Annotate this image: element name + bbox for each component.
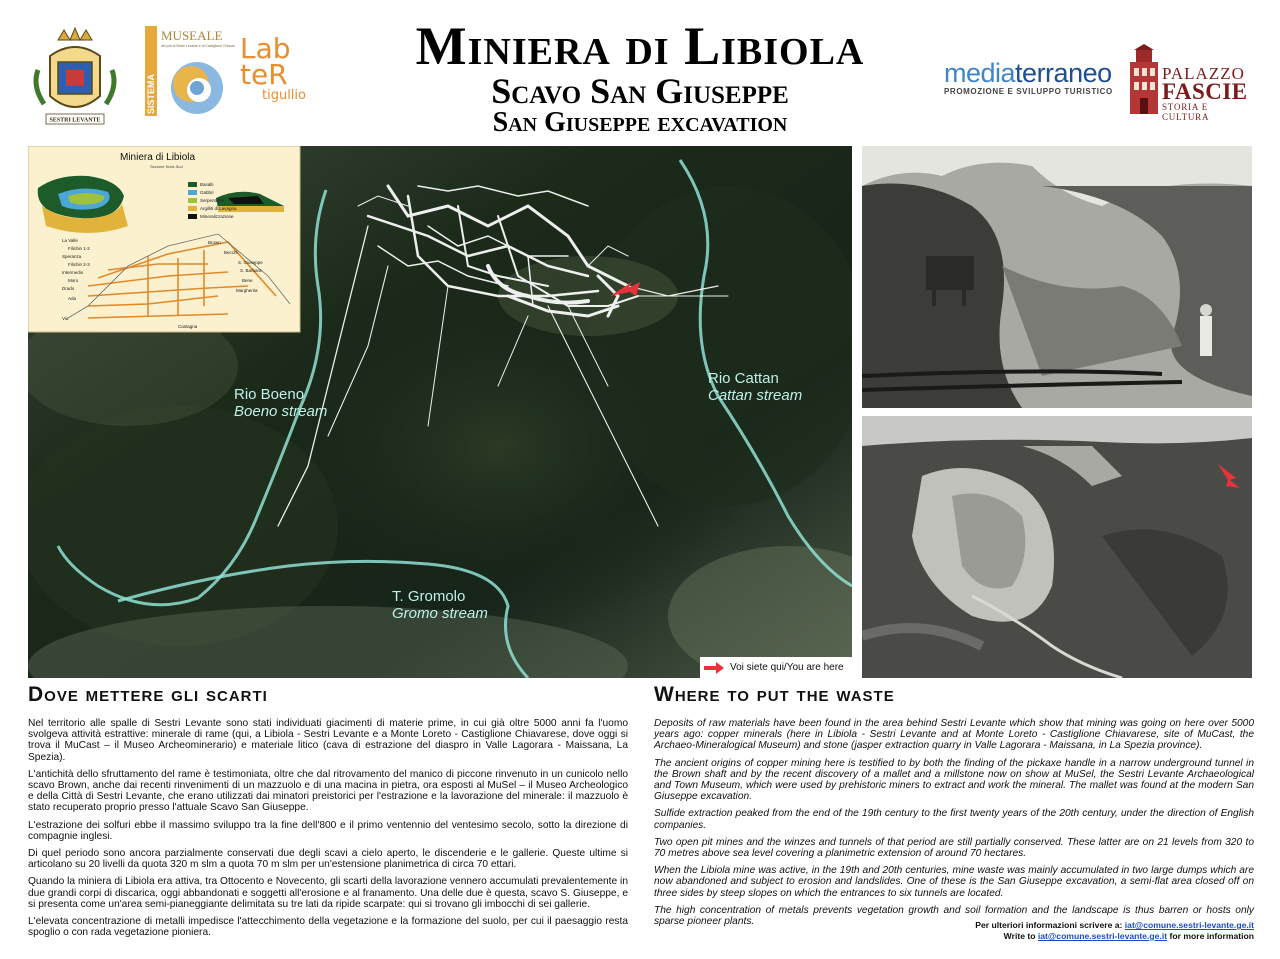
inset-level-label: Speranza xyxy=(62,254,82,259)
italian-paragraph: Di quel periodo sono ancora parzialmente conservati due degli scavi a cielo aperto, le discenderie e le gallerie. Queste ultime si articolano su 20 livelli da quota 320 m slm a quota 70 m slm per un'estensione planimetrica di circa 70 ettari. xyxy=(28,848,628,871)
mediaterraneo-word: mediaterraneo xyxy=(944,58,1112,88)
you-are-here-legend xyxy=(700,657,852,678)
header xyxy=(0,0,1280,140)
labter-line1: Lab xyxy=(240,32,291,65)
page-title: Miniera di Libiola xyxy=(415,16,865,76)
historic-aerial-photo-dump xyxy=(862,416,1252,678)
fascie-line3: STORIA E CULTURA xyxy=(1162,102,1210,122)
italian-paragraph: Nel territorio alle spalle di Sestri Levante sono stati individuati giacimenti di materie prime, in cui già oltre 5000 anni fa l'uomo svolgeva attività estrattive: minerale di rame (qui, a Libiola - Sestri Levante e a Monte Loreto - Castiglione Chiavarese, dove oggi si trova il MuCast – il Museo Archeominerario) e materiale litico (cava di estrazione del diaspro in Valle Lagorara - Maissana, La Spezia). xyxy=(28,718,628,763)
inset-legend-item xyxy=(188,212,237,220)
inset-legend-item xyxy=(188,196,237,204)
inset-level-label: Moro xyxy=(68,278,79,283)
legend-label: Mineralizzazione xyxy=(200,213,234,219)
english-paragraph: The ancient origins of copper mining here is testified to by both the finding of the pickaxe handle in a narrow underground tunnel in the Brown shaft and by the recent discovery of a mallet and a millstone now on show at MuSel, the Sestri Levante Archaeological and Town Museum, which were used by prehistoric miners to extract and work the mineral. The mallet was found at the modern San Giuseppe excavation. xyxy=(654,757,1254,803)
inset-level-label: Brown xyxy=(208,240,221,245)
inset-level-label: Margherita xyxy=(236,288,258,293)
inset-level-label: Becchi xyxy=(224,250,238,255)
inset-legend-item xyxy=(188,188,237,196)
red-arrow-icon xyxy=(704,662,724,674)
inset-level-label: Ada xyxy=(68,296,77,301)
inset-legend-item xyxy=(188,204,237,212)
inset-level-label: S. Barbara xyxy=(240,268,262,273)
mediaterraneo-logo xyxy=(944,58,1119,102)
inset-level-label: S. Giuseppe xyxy=(238,260,263,265)
legend-swatch xyxy=(188,198,197,203)
inset-level-label: Filichin 1-2 xyxy=(68,246,90,251)
sestri-levante-crest-logo xyxy=(30,26,120,128)
legend-swatch xyxy=(188,190,197,195)
page-subtitle-en: San Giuseppe excavation xyxy=(492,107,788,138)
italian-paragraph: L'estrazione dei solfuri ebbe il massimo sviluppo tra la fine dell'800 e il primo ventennio del ventesimo secolo, sotto la direzione di compagnie inglesi. xyxy=(28,819,628,842)
italian-paragraph: Quando la miniera di Libiola era attiva, tra Ottocento e Novecento, gli scarti della lavorazione vennero accumulati prevalentemente in due grandi corpi di discarica, oggi abbandonati e soggetti all'erosione e al franamento. Una delle due è questa, scavo S. Giuseppe, e si presenta come un'area semi-pianeggiante delimitata su tre lati da ripide scarpate: qui si trovano gli imbocchi di sei gallerie. xyxy=(28,876,628,910)
page-subtitle-it: Scavo San Giuseppe xyxy=(491,71,789,111)
museale-word: MUSEALE xyxy=(161,28,223,43)
inset-subtitle: Sezione Nord-Sud xyxy=(150,164,183,169)
english-paragraph: When the Libiola mine was active, in the 19th and 20th centuries, mine waste was mainly accumulated in two large dumps which are now abandoned and subject to erosion and landslides. One of these is the San Giuseppe excavation, a semi-flat area closed off on three sides by steep slopes on which the entrances to six tunnels are located. xyxy=(654,865,1254,899)
contact-email-link[interactable]: iat@comune.sestri-levante.ge.it xyxy=(1037,931,1168,941)
aerial-map xyxy=(28,146,852,678)
mediaterraneo-sub: PROMOZIONE E SVILUPPO TURISTICO xyxy=(944,87,1113,96)
inset-legend xyxy=(188,180,237,220)
fascie-line1: PALAZZO xyxy=(1162,64,1245,83)
italian-heading: Dove mettere gli scarti xyxy=(28,683,268,706)
inset-level-label: La Valle xyxy=(62,238,78,243)
label-gromolo: T. Gromolo Gromo stream xyxy=(392,588,488,622)
crest-caption: SESTRI LEVANTE xyxy=(49,117,101,124)
english-paragraph: Sulfide extraction peaked from the end of the 19th century to the first twenty years of the 20th century, under the direction of English companies. xyxy=(654,808,1254,831)
legend-label: Basalti xyxy=(200,181,214,187)
inset-level-label: Castagna xyxy=(178,324,198,329)
legend-label: Argilliti di Lavagna xyxy=(200,205,237,211)
museale-caption: dei poli di Sestri Levante e di Castiglione Chiavarese xyxy=(161,44,235,48)
contact-line-it: Per ulteriori informazioni scrivere a: iat@comune.sestri-levante.ge.it xyxy=(975,920,1254,930)
inset-level-label: Filichin 2-3 xyxy=(68,262,90,267)
inset-level-label: Via xyxy=(62,316,69,321)
english-paragraph: The high concentration of metals prevents vegetation growth and soil formation and the landscape is thus barren or hosts only sparse pioneer plants. xyxy=(654,904,1254,928)
italian-paragraph: L'elevata concentrazione di metalli impedisce l'attecchimento della vegetazione e la formazione del suolo, per cui il paesaggio resta spoglio o con rada vegetazione pioniera. xyxy=(28,916,628,939)
palazzo-fascie-logo xyxy=(1128,44,1256,122)
contact-email-link[interactable]: iat@comune.sestri-levante.ge.it xyxy=(1124,920,1254,930)
contact-line-en: Write to iat@comune.sestri-levante.ge.it for more information xyxy=(1003,931,1254,941)
label-rio-cattan: Rio Cattan Cattan stream xyxy=(708,370,803,404)
inset-level-label: Intermedio xyxy=(62,270,84,275)
museale-prefix: SISTEMA xyxy=(146,73,156,114)
you-are-here-text: Voi siete qui/You are here xyxy=(730,662,844,673)
labter-line2: teR xyxy=(240,58,288,91)
italian-paragraph: L'antichità dello sfruttamento del rame è testimoniata, oltre che dal ritrovamento del manico di piccone rinvenuto in un cunicolo nello scavo Brown, anche dai recenti rinvenimenti di un mazzuolo e di una macina in pietra, ora esposti al MuSel – il Museo Archeologico e della Città di Sestri Levante, che erano utilizzati dai minatori preistorici per l'estrazione e la lavorazione del minerale: il mazzuolo è stato recuperato proprio presso l'attuale Scavo San Giuseppe. xyxy=(28,768,628,814)
label-rio-boeno: Rio Boeno Boeno stream xyxy=(234,386,328,420)
inset-legend-item xyxy=(188,180,237,188)
english-paragraph: Two open pit mines and the winzes and tunnels of that period are still partially conserved. These latter are on 21 levels from 320 to 70 metres above sea level covering a planimetric extension of around 70 hectares. xyxy=(654,836,1254,860)
legend-swatch xyxy=(188,206,197,211)
contact-info xyxy=(850,920,1254,942)
fascie-line2: FASCIE xyxy=(1162,79,1248,104)
legend-label: Serpentinite xyxy=(200,197,225,203)
labter-sub: tigullio xyxy=(262,88,306,103)
labter-tigullio-logo xyxy=(240,32,320,108)
inset-level-label: Bene xyxy=(242,278,253,283)
legend-label: Gabbri xyxy=(200,189,214,195)
english-text-column xyxy=(654,684,1254,933)
historic-photo-excavation xyxy=(862,146,1252,408)
sistema-museale-logo xyxy=(145,26,235,120)
legend-swatch xyxy=(188,182,197,187)
italian-text-column xyxy=(28,684,628,944)
english-paragraph: Deposits of raw materials have been found in the area behind Sestri Levante which show that mining was going on here over 5000 years ago: copper minerals (here in Libiola - Sestri Levante and at Monte Loreto - Castiglione Chiavarese, site of MuCast, the Archaeo-Mineralogical Museum) and stone (jasper extraction quarry in Valle Lagorara - Maissana, in La Spezia province). xyxy=(654,718,1254,752)
inset-title: Miniera di Libiola xyxy=(120,152,196,163)
english-heading: Where to put the waste xyxy=(654,683,895,706)
title-block xyxy=(330,18,950,138)
legend-swatch xyxy=(188,214,197,219)
inset-level-label: Drado xyxy=(62,286,75,291)
